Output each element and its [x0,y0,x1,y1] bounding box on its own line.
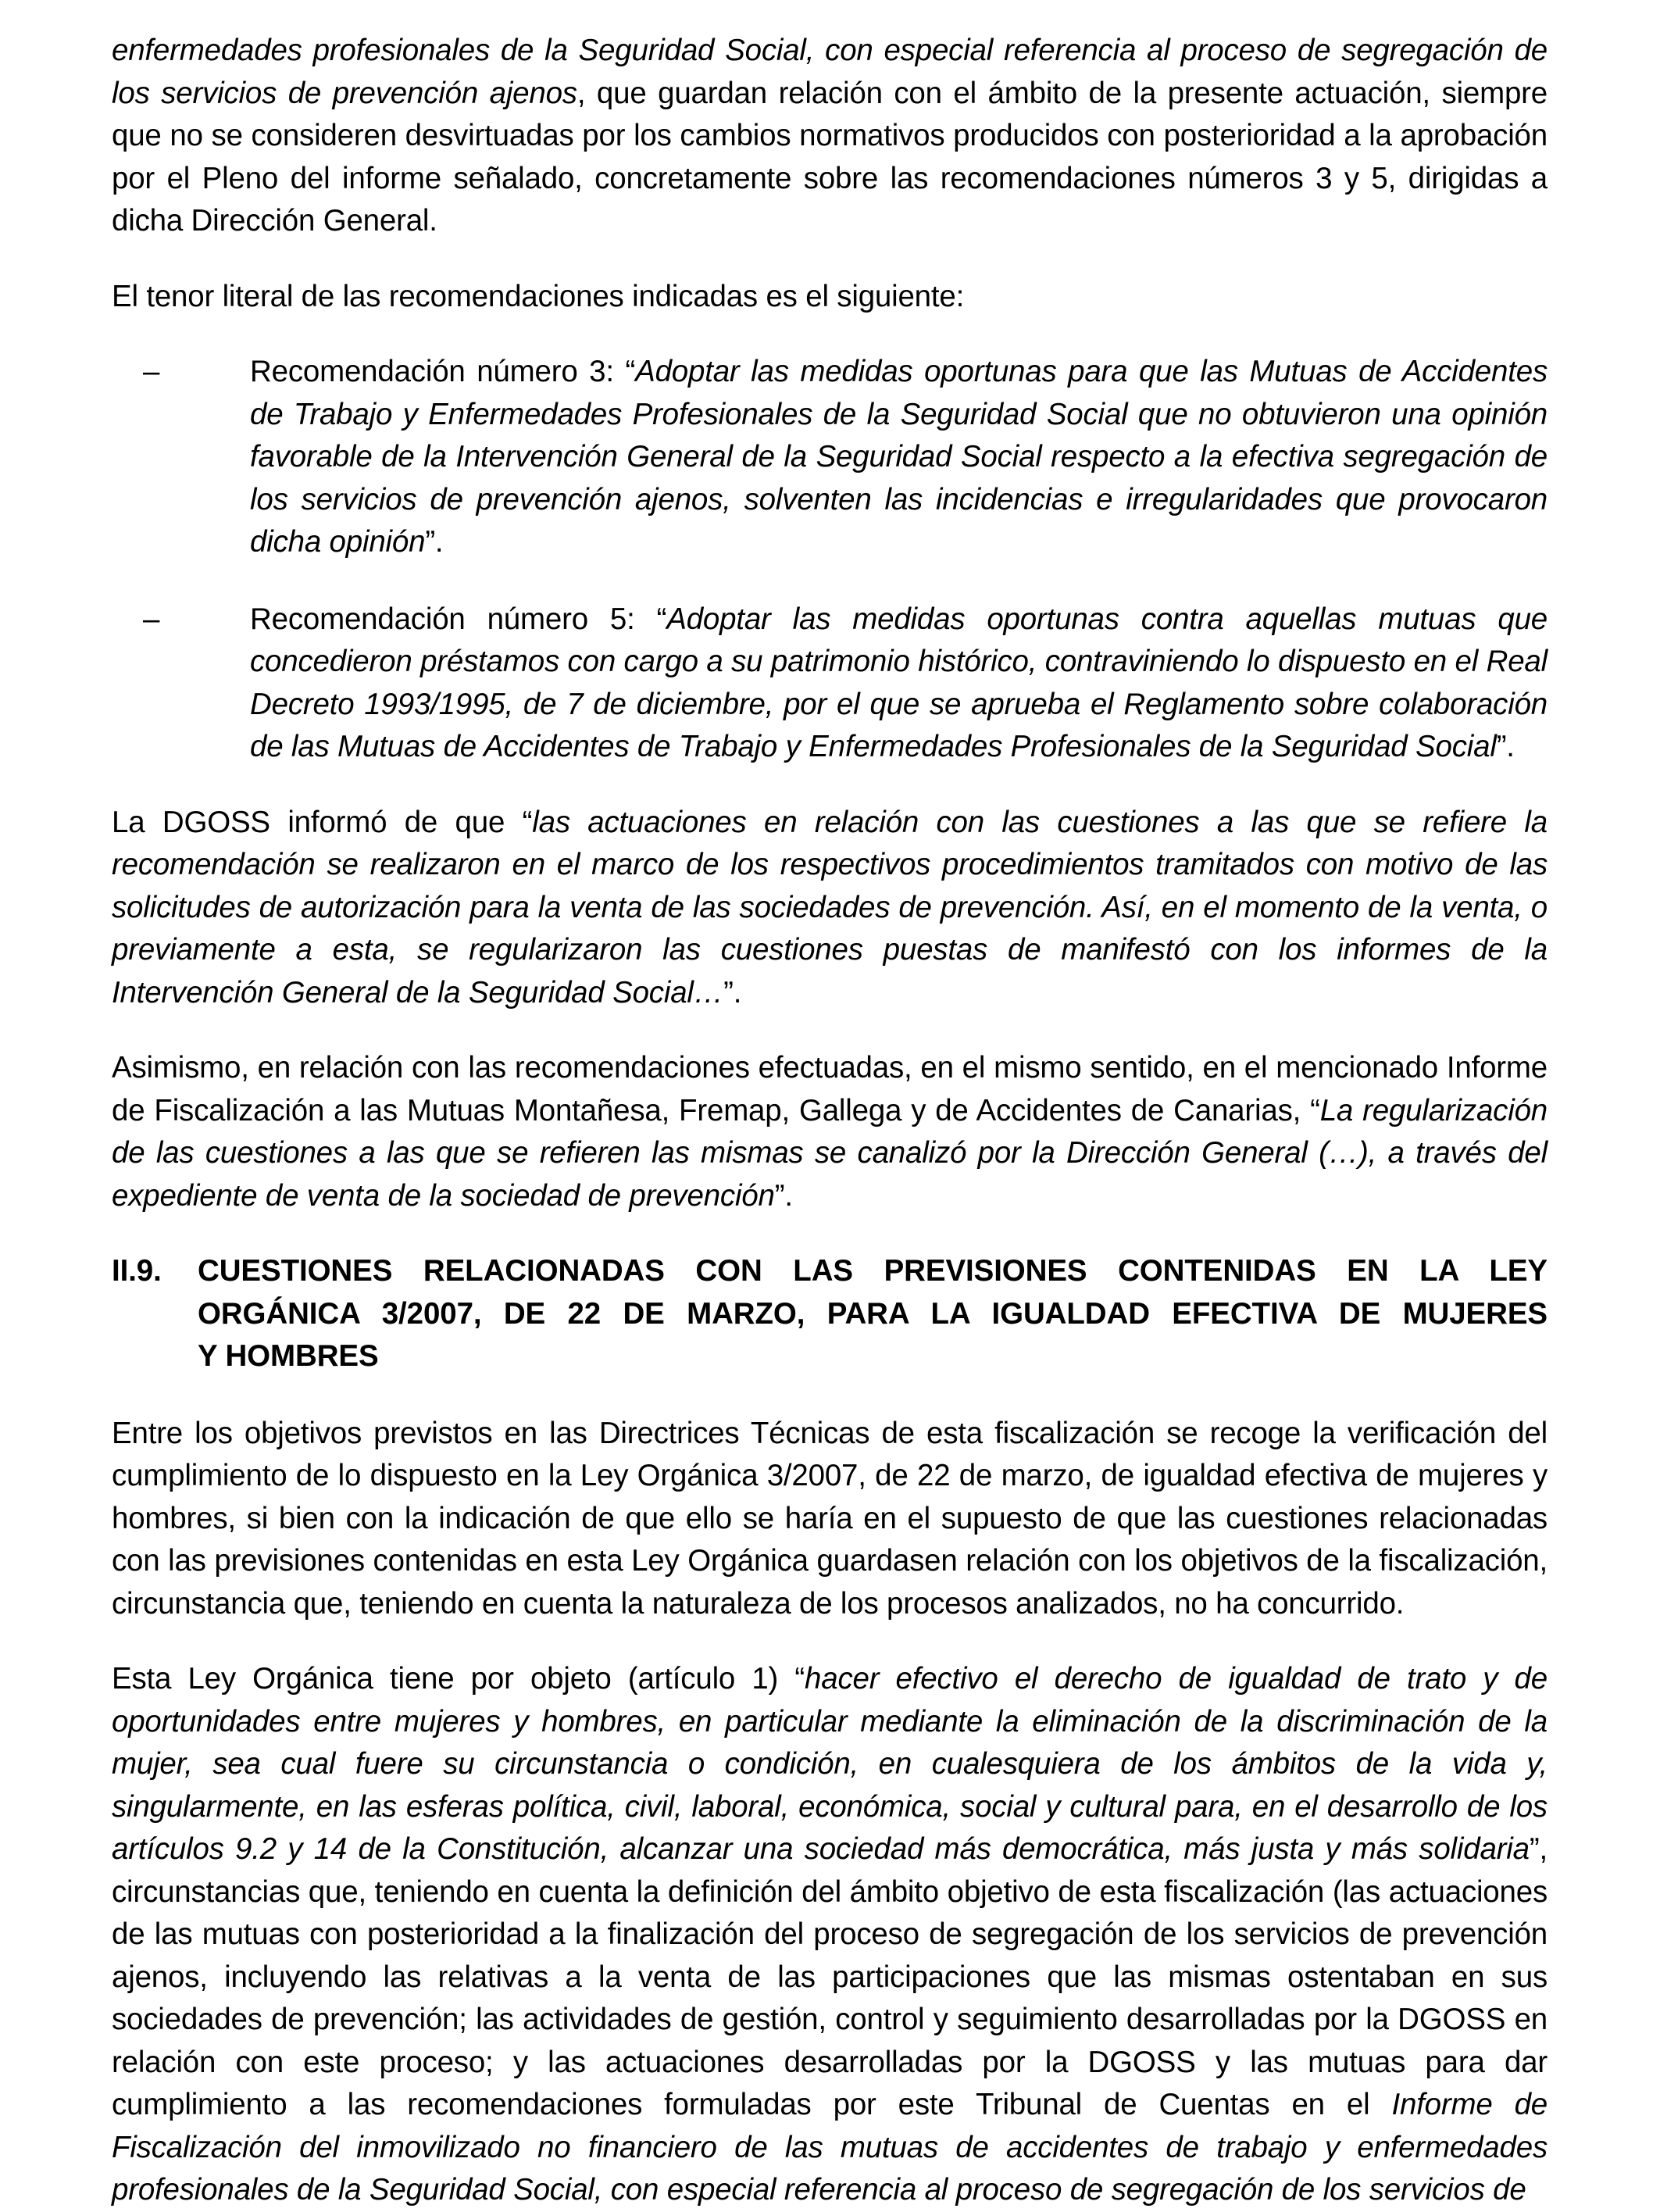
paragraph-continuation [112,30,1548,243]
section-heading [112,1250,1548,1378]
section-title-line-3: Y HOMBRES [198,1339,379,1373]
paragraph-1-italic-segment: enfermedades profesionales de la Seguridad Social, con especial referencia al proceso de segregación de los servicios de prevención ajenos [112,34,1548,110]
paragraph-intro-recommendations [112,276,1548,319]
list-item [112,599,1548,769]
recommendation-3-tail: ”. [425,525,444,559]
recommendation-3-quote: Adoptar las medidas oportunas para que las Mutuas de Accidentes de Trabajo y Enfermedades Profesionales de la Seguridad Social que no obtuvieron una opinión favorable de la Intervención General de la Seguridad Social respecto a la efectiva segregación de los servicios de prevención ajenos, solventen las incidencias e irregularidades que provocaron dicha opinión [250,355,1548,559]
paragraph-4-lead: Asimismo, en relación con las recomendaciones efectuadas, en el mismo sentido, en el mencionado Informe de Fiscalización a las Mutuas Montañesa, Fremap, Gallega y de Accidentes de Canarias, “ [112,1051,1548,1127]
dash-bullet-icon: – [143,602,160,636]
paragraph-3-quote: las actuaciones en relación con las cuestiones a las que se refiere la recomendación se realizaron en el marco de los respectivos procedimientos tramitados con motivo de las solicitudes de autorización para la venta de las sociedades de prevención. Así, en el momento de la venta, o previamente a esta, se regularizaron las cuestiones puestas de manifestó con los informes de la Intervención General de la Seguridad Social… [112,805,1548,1010]
paragraph-4-tail: ”. [774,1178,793,1213]
page-content [112,30,1548,2212]
recommendations-list [112,351,1548,769]
recommendation-5-quote: Adoptar las medidas oportunas contra aquellas mutuas que concedieron préstamos con cargo a su patrimonio histórico, contraviniendo lo dispuesto en el Real Decreto 1993/1995, de 7 de diciembre, por el que se aprueba el Reglamento sobre colaboración de las Mutuas de Accidentes de Trabajo y Enfermedades Profesionales de la Seguridad Social [250,602,1548,763]
paragraph-6-quote: hacer efectivo el derecho de igualdad de trato y de oportunidades entre mujeres y hombres, en particular mediante la eliminación de la discriminación de la mujer, sea cual fuere su circunstancia o condición, en cualesquiera de los ámbitos de la vida y, singularmente, en las esferas política, civil, laboral, económica, social y cultural para, en el desarrollo de los artículos 9.2 y 14 de la Constitución, alcanzar una sociedad más democrática, más justa y más solidaria [112,1662,1548,1866]
paragraph-2-text: El tenor literal de las recomendaciones indicadas es el siguiente: [112,279,965,313]
paragraph-4-quote: La regularización de las cuestiones a las que se refieren las mismas se canalizó por la Dirección General (…), a través del expediente de venta de la sociedad de prevención [112,1093,1548,1213]
section-number: II.9. [112,1254,162,1288]
paragraph-asimismo [112,1047,1548,1217]
paragraph-6-report-title: Informe de Fiscalización del inmovilizado no financiero de las mutuas de accidentes de trabajo y enfermedades profesionales de la Seguridad Social, con especial referencia al proceso de segregación de los servicios de [112,2088,1548,2207]
dash-bullet-icon: – [143,355,160,388]
paragraph-3-lead: La DGOSS informó de que “ [112,805,533,839]
section-title-line-2: ORGÁNICA 3/2007, DE 22 DE MARZO, PARA LA IGUALDAD EFECTIVA DE MUJERES [198,1296,1548,1331]
paragraph-3-tail: ”. [723,975,742,1010]
recommendation-5-tail: ”. [1496,730,1515,763]
recommendation-3-lead: Recomendación número 3: “ [250,355,636,388]
paragraph-1-roman-segment: , que guardan relación con el ámbito de la presente actuación, siempre que no se consideren desvirtuadas por los cambios normativos producidos con posterioridad a la aprobación por el Pleno del informe señalado, concretamente sobre las recomendaciones números 3 y 5, dirigidas a dicha Dirección General. [112,76,1548,238]
paragraph-6-mid: ”, circunstancias que, teniendo en cuenta la definición del ámbito objetivo de esta fiscalización (las actuaciones de las mutuas con posterioridad a la finalización del proceso de segregación de los servicios de prevención ajenos, incluyendo las relativas a la venta de las participaciones que las mismas ostentaban en sus sociedades de prevención; las actividades de gestión, control y seguimiento desarrolladas por la DGOSS en relación con este proceso; y las actuaciones desarrolladas por la DGOSS y las mutuas para dar cumplimiento a las recomendaciones formuladas por este Tribunal de Cuentas en el [112,1832,1548,2121]
section-title [198,1250,1548,1378]
list-item [112,351,1548,564]
section-title-line-1: CUESTIONES RELACIONADAS CON LAS PREVISIONES CONTENIDAS EN LA LEY [198,1254,1548,1288]
paragraph-5-text: Entre los objetivos previstos en las Directrices Técnicas de esta fiscalización se recoge la verificación del cumplimiento de lo dispuesto en la Ley Orgánica 3/2007, de 22 de marzo, de igualdad efectiva de mujeres y hombres, si bien con la indicación de que ello se haría en el supuesto de que las cuestiones relacionadas con las previsiones contenidas en esta Ley Orgánica guardasen relación con los objetivos de la fiscalización, circunstancia que, teniendo en cuenta la naturaleza de los procesos analizados, no ha concurrido. [112,1416,1548,1621]
recommendation-5-lead: Recomendación número 5: “ [250,602,667,636]
paragraph-dgoss-informed [112,802,1548,1015]
paragraph-6-lead: Esta Ley Orgánica tiene por objeto (artículo 1) “ [112,1662,805,1696]
paragraph-objetivos [112,1413,1548,1626]
paragraph-ley-organica [112,1658,1548,2212]
